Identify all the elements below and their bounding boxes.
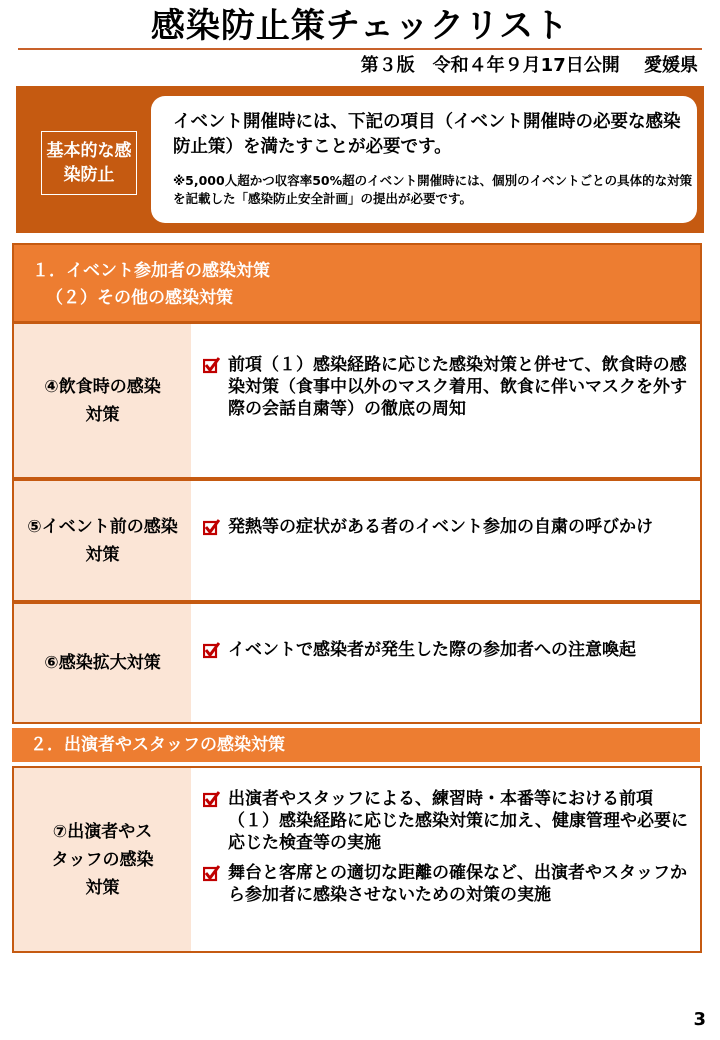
- basic-prevention-label: [41, 131, 137, 195]
- row-label: [14, 481, 191, 600]
- row-label: [14, 324, 191, 477]
- banner-note-text: ※5,000人超かつ収容率50%超のイベント開催時には、個別のイベントごとの具体的な対策を記載した「感染防止安全計画」の提出が必要です。: [173, 173, 693, 206]
- checklist-row-pre-event: [12, 479, 702, 602]
- page-number: 3: [693, 1009, 706, 1030]
- basic-prevention-banner: [16, 86, 704, 233]
- section-2-title: ２．出演者やスタッフの感染対策: [30, 735, 285, 755]
- checklist-item: [202, 354, 692, 420]
- checklist-item: [202, 862, 692, 906]
- checkbox-checked-icon: [203, 642, 220, 659]
- checklist-item-text: 発熱等の症状がある者のイベント参加の自粛の呼びかけ: [228, 517, 653, 537]
- checklist-row-eating: [12, 322, 702, 479]
- checkbox-checked-icon: [203, 791, 220, 808]
- checklist-item-text: 出演者やスタッフによる、練習時・本番等における前項（１）感染経路に応じた感染対策に加え、健康管理や必要に応じた検査等の実施: [228, 789, 689, 853]
- row-label-text: ④飲食時の感染対策: [44, 376, 161, 425]
- row-label: [14, 604, 191, 722]
- checklist-row-spread: [12, 602, 702, 724]
- checkbox-checked-icon: [203, 519, 220, 536]
- checklist-item-text: イベントで感染者が発生した際の参加者への注意喚起: [228, 640, 636, 660]
- page-title: 感染防止策チェックリスト: [150, 6, 570, 46]
- checklist-item: [202, 516, 692, 538]
- checklist-item-text: 前項（１）感染経路に応じた感染対策と併せて、飲食時の感染対策（食事中以外のマスク着用、飲食に伴いマスクを外す際の会話自粛等）の徹底の周知: [228, 355, 687, 419]
- edition-info: 第３版 令和４年９月17日公開 愛媛県: [360, 55, 698, 76]
- title-divider: [18, 48, 702, 50]
- section-2-header: [12, 728, 700, 762]
- row-label-text: ⑤イベント前の感染対策: [27, 516, 178, 565]
- checkbox-checked-icon: [203, 357, 220, 374]
- section-1-header: [12, 243, 702, 323]
- checkbox-checked-icon: [203, 865, 220, 882]
- row-label-text: ⑥感染拡大対策: [44, 653, 161, 673]
- section-1-subtitle: （２）その他の感染対策: [46, 288, 233, 308]
- checklist-item: [202, 788, 692, 854]
- banner-main-text: イベント開催時には、下記の項目（イベント開催時の必要な感染防止策）を満たすことが必要です。: [173, 112, 681, 157]
- banner-message-box: [151, 96, 697, 223]
- checklist-item: [202, 639, 692, 661]
- row-label-text: ⑦出演者やスタッフの感染対策: [51, 821, 154, 898]
- section-1-title: １．イベント参加者の感染対策: [32, 261, 270, 281]
- checklist-item-text: 舞台と客席との適切な距離の確保など、出演者やスタッフから参加者に感染させないための対策の実施: [228, 863, 687, 905]
- checklist-row-performers: [12, 766, 702, 953]
- banner-label-text: 基本的な感染防止: [46, 141, 132, 185]
- row-label: [14, 768, 191, 951]
